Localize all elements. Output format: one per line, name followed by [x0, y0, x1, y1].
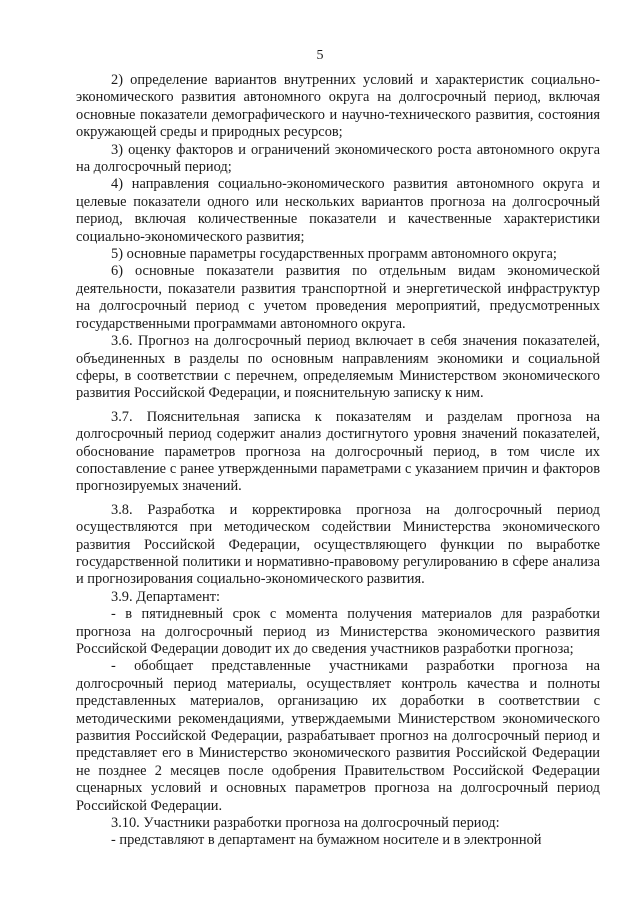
paragraph-3-8: 3.8. Разработка и корректировка прогноза на долгосрочный период осуществляются при методическом содействии Министерства экономического развития Российской Федерации, осуществляющего функции по выработке государственной политики и нормативно-правовому регулированию в сфере анализа и прогнозирования социально-экономического развития.	[76, 501, 600, 588]
paragraph-3-7: 3.7. Пояснительная записка к показателям и разделам прогноза на долгосрочный период содержит анализ достигнутого уровня значений показателей, обоснование параметров прогноза на долгосрочный период, в том числе их сопоставление с ранее утвержденными параметрами с указанием причин и факторов прогнозируемых значений.	[76, 408, 600, 495]
paragraph-item-2: 2) определение вариантов внутренних условий и характеристик социально-экономического развития автономного округа на долгосрочный период, включая основные показатели демографического и научно-технического развития, состояния окружающей среды и природных ресурсов;	[76, 72, 600, 141]
paragraph-3-10-heading: 3.10. Участники разработки прогноза на долгосрочный период:	[111, 815, 500, 832]
paragraph-3-6: 3.6. Прогноз на долгосрочный период включает в себя значения показателей, объединенных в разделы по основным направлениям экономики и социальной сферы, в соответствии с перечнем, определяемым Министерством экономического развития Российской Федерации, и пояснительную записку к ним.	[76, 333, 600, 402]
paragraph-3-10-bullet-1: - представляют в департамент на бумажном носителе и в электронной	[111, 832, 542, 849]
paragraph-item-6: 6) основные показатели развития по отдельным видам экономической деятельности, показатели развития транспортной и энергетической инфраструктур на долгосрочный период с учетом проведения мероприятий, предусмотренных государственными программами автономного округа.	[76, 263, 600, 332]
page-number: 5	[316, 48, 324, 63]
paragraph-item-4: 4) направления социально-экономического развития автономного округа и целевые показатели одного или нескольких вариантов прогноза на долгосрочный период, включая количественные показатели и качественные характеристики социально-экономического развития;	[76, 176, 600, 245]
paragraph-3-9-bullet-2: - обобщает представленные участниками разработки прогноза на долгосрочный период материалы, осуществляет контроль качества и полноты представленных материалов, организацию их доработки в соответствии с методическими рекомендациями, утверждаемыми Министерством экономического развития Российской Федерации, разрабатывает прогноз на долгосрочный период и представляет его в Министерство экономического развития Российской Федерации не позднее 2 месяцев после одобрения Правительством Российской Федерации сценарных условий и основных параметров прогноза на долгосрочный период Российской Федерации.	[76, 658, 600, 814]
paragraph-item-3: 3) оценку факторов и ограничений экономического роста автономного округа на долгосрочный период;	[76, 141, 600, 176]
paragraph-3-9-bullet-1: - в пятидневный срок с момента получения материалов для разработки прогноза на долгосрочный период из Министерства экономического развития Российской Федерации доводит их до сведения участников разработки прогноза;	[76, 606, 600, 657]
paragraph-item-5: 5) основные параметры государственных программ автономного округа;	[111, 246, 557, 263]
paragraph-3-9-heading: 3.9. Департамент:	[111, 588, 220, 605]
document-body	[76, 72, 600, 850]
